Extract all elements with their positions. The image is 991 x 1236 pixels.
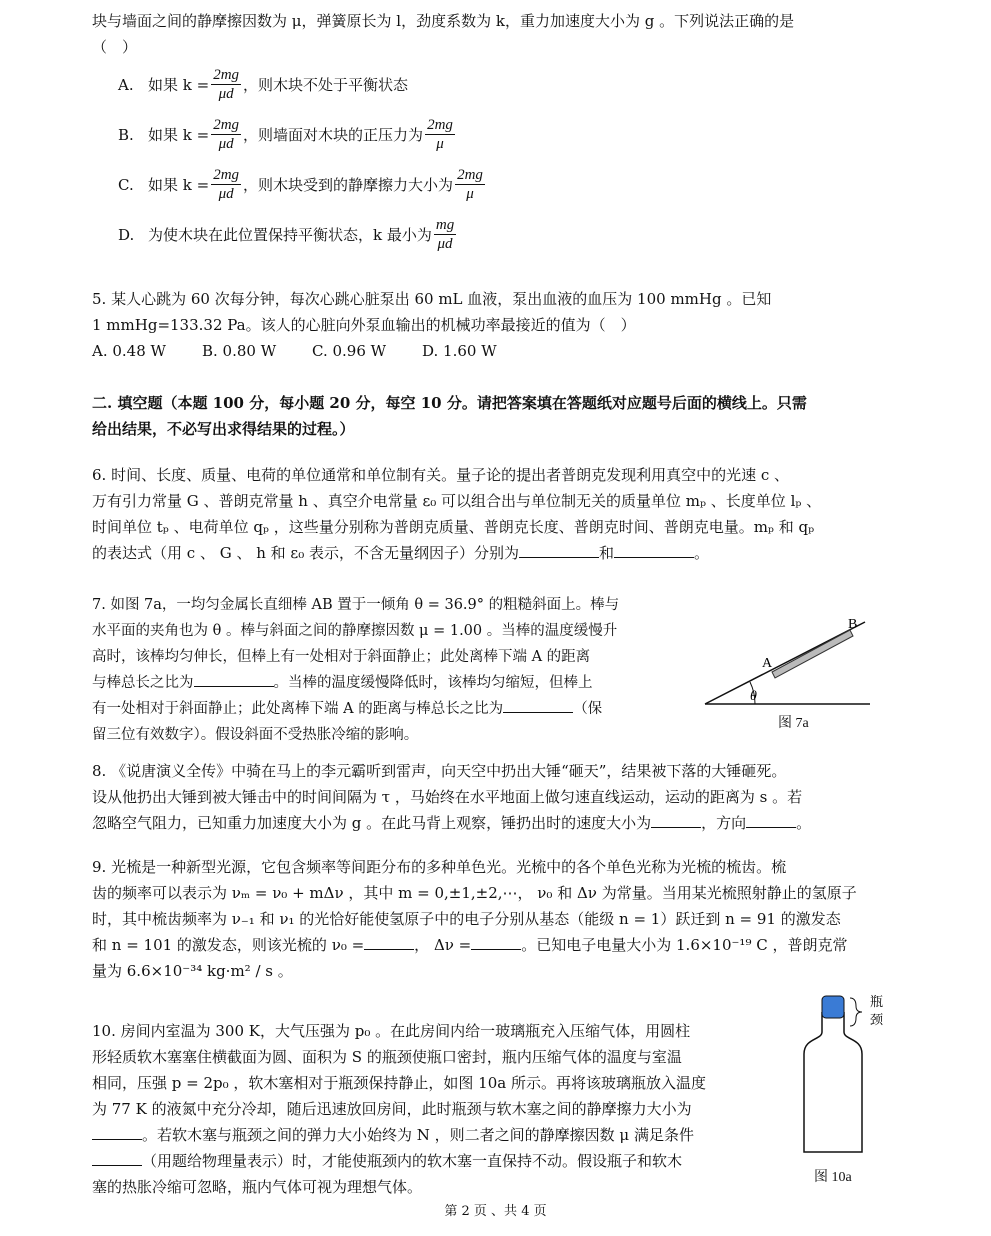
- answer-blank[interactable]: [746, 811, 796, 828]
- q9-line2: 齿的频率可以表示为 νₘ = ν₀ + mΔν ，其中 m = 0,±1,±2,⋯， ν₀ 和 Δν 为常量。当用某光梳照射静止的氢原子: [92, 884, 857, 902]
- q6-line4c: 。: [694, 544, 710, 562]
- q5-choice-b: B. 0.80 W: [202, 342, 277, 360]
- q9-line4a: 和 n = 101 的激发态，则该光梳的 ν₀ =: [92, 936, 365, 954]
- q10: [92, 1018, 792, 1200]
- q4-option-d: [118, 216, 458, 253]
- q5: [92, 286, 912, 364]
- q5-choice-a: A. 0.48 W: [92, 342, 166, 360]
- q8-line3b: ，方向: [701, 814, 747, 832]
- option-label: B.: [118, 125, 134, 144]
- q6-line3: 时间单位 tₚ 、电荷单位 qₚ ，这些量分别称为普朗克质量、普朗克长度、普朗克时间、普朗克电量。mₚ 和 qₚ: [92, 518, 815, 536]
- q4-intro-line2: （ ）: [92, 38, 138, 56]
- q8-line3: [92, 810, 912, 836]
- q4-option-a: [118, 66, 408, 103]
- label-theta: θ: [750, 689, 757, 704]
- q6-line4a: 的表达式（用 c 、 G 、 h 和 ε₀ 表示，不含无量纲因子）分别为: [92, 544, 519, 562]
- answer-blank[interactable]: [92, 1149, 142, 1166]
- q8-line3a: 忽略空气阻力，已知重力加速度大小为 g 。在此马背上观察，锤扔出时的速度大小为: [92, 814, 652, 832]
- frac-den: μd: [437, 236, 453, 252]
- frac-num: 2mg: [213, 117, 240, 133]
- page-footer: 第 2 页 、共 4 页: [444, 1204, 547, 1219]
- option-fraction: [211, 66, 241, 103]
- figure-10a-caption: 图 10a: [814, 1170, 852, 1185]
- option-post: ，则木块受到的静摩擦力大小为: [243, 176, 454, 194]
- q9: [92, 854, 912, 984]
- q7-line5a: 有一处相对于斜面静止；此处离棒下端 A 的距离与棒总长之比为: [92, 701, 504, 717]
- q7-line3: 高时，该棒均匀伸长，但棒上有一处相对于斜面静止；此处离棒下端 A 的距离: [92, 649, 591, 665]
- q4-intro-line1: 块与墙面之间的静摩擦因数为 μ，弹簧原长为 l，劲度系数为 k，重力加速度大小为 g 。下列说法正确的是: [92, 12, 795, 30]
- answer-blank[interactable]: [364, 933, 414, 950]
- figure-7a: [700, 612, 880, 712]
- answer-blank[interactable]: [519, 541, 599, 558]
- q7-line5: [92, 696, 692, 722]
- q7-line4a: 与棒总长之比为: [92, 675, 194, 691]
- label-bottle: 瓶: [870, 995, 884, 1010]
- q4-option-b: [118, 116, 457, 153]
- option-fraction: [434, 216, 456, 253]
- q7-line6: 留三位有效数字）。假设斜面不受热胀冷缩的影响。: [92, 727, 419, 743]
- option-post: ，则木块不处于平衡状态: [243, 76, 409, 94]
- frac-num: 2mg: [213, 67, 240, 83]
- option-fraction: [211, 166, 241, 203]
- figure-10a: [800, 992, 910, 1162]
- section2-line2: 给出结果，不必写出求得结果的过程。）: [92, 420, 355, 438]
- frac-num: 2mg: [427, 117, 453, 133]
- q9-line3: 时，其中梳齿频率为 ν₋₁ 和 ν₁ 的光恰好能使氢原子中的电子分别从基态（能级 n = 1）跃迁到 n = 91 的激发态: [92, 910, 841, 928]
- frac-num: 2mg: [457, 167, 483, 183]
- option-pre: 为使木块在此位置保持平衡状态，k 最小为: [148, 226, 432, 244]
- q4-option-c: [118, 166, 487, 203]
- label-neck: 颈: [870, 1013, 884, 1028]
- q6-line4b: 和: [598, 544, 614, 562]
- q8-line2: 设从他扔出大锤到被大锤击中的时间间隔为 τ ，马始终在水平地面上做匀速直线运动，运动的距离为 s 。若: [92, 788, 803, 806]
- label-a: A: [762, 656, 773, 671]
- q7: [92, 592, 692, 748]
- q7-line4b: 。当棒的温度缓慢降低时，该棒均匀缩短，但棒上: [273, 675, 593, 691]
- q9-line4: [92, 932, 912, 958]
- option-label: D.: [118, 225, 135, 244]
- q6: [92, 462, 912, 566]
- option-label: A.: [118, 75, 134, 94]
- option-post: ，则墙面对木块的正压力为: [243, 126, 424, 144]
- frac-den: μd: [218, 136, 234, 152]
- q9-line4b: ， Δν =: [414, 936, 472, 954]
- q10-line2: 形轻质软木塞塞住横截面为圆、面积为 S 的瓶颈使瓶口密封，瓶内压缩气体的温度与室温: [92, 1048, 682, 1066]
- q8-line1: 8. 《说唐演义全传》中骑在马上的李元霸听到雷声，向天空中扔出大锤“砸天”，结果被下落的大锤砸死。: [92, 762, 787, 780]
- q6-line2: 万有引力常量 G 、普朗克常量 h 、真空介电常量 ε₀ 可以组合出与单位制无关的质量单位 mₚ 、长度单位 lₚ 、: [92, 492, 822, 510]
- q10-line6b: （用题给物理量表示）时，才能使瓶颈内的软木塞一直保持不动。假设瓶子和软木: [142, 1152, 683, 1170]
- q10-line4: 为 77 K 的液氮中充分冷却，随后迅速放回房间，此时瓶颈与软木塞之间的静摩擦力大小为: [92, 1100, 692, 1118]
- bottle-outline: [804, 1012, 862, 1152]
- q8-line3c: 。: [796, 814, 812, 832]
- q9-line1: 9. 光梳是一种新型光源，它包含频率等间距分布的多种单色光。光梳中的各个单色光称为光梳的梳齿。梳: [92, 858, 787, 876]
- option-tail-fraction: [425, 116, 455, 153]
- cork-stopper: [822, 996, 844, 1018]
- frac-den: μd: [218, 86, 234, 102]
- q10-line5: [92, 1122, 792, 1148]
- q6-line1: 6. 时间、长度、质量、电荷的单位通常和单位制有关。量子论的提出者普朗克发现利用真空中的光速 c 、: [92, 466, 790, 484]
- option-pre: 如果 k =: [148, 76, 210, 94]
- section2-line1: 二. 填空题（本题 100 分，每小题 20 分，每空 10 分。请把答案填在答题纸对应题号后面的横线上。只需: [92, 394, 807, 412]
- q10-line1: 10. 房间内室温为 300 K，大气压强为 p₀ 。在此房间内给一玻璃瓶充入压缩气体，用圆柱: [92, 1022, 691, 1040]
- option-tail-fraction: [455, 166, 485, 203]
- answer-blank[interactable]: [503, 696, 573, 713]
- q4-intro: [92, 8, 912, 60]
- q7-line2: 水平面的夹角也为 θ 。棒与斜面之间的静摩擦因数 μ = 1.00 。当棒的温度缓慢升: [92, 623, 618, 639]
- answer-blank[interactable]: [651, 811, 701, 828]
- q6-line4: [92, 540, 912, 566]
- option-pre: 如果 k =: [148, 126, 210, 144]
- q5-choices: [92, 338, 912, 364]
- label-b: B: [848, 617, 858, 632]
- rod: [772, 630, 853, 678]
- q7-line5b: （保: [573, 701, 603, 717]
- answer-blank[interactable]: [194, 670, 274, 687]
- q10-line7: 塞的热胀冷缩可忽略，瓶内气体可视为理想气体。: [92, 1178, 423, 1196]
- q5-choice-c: C. 0.96 W: [312, 342, 387, 360]
- q9-line4c: 。已知电子电量大小为 1.6×10⁻¹⁹ C ，普朗克常: [521, 936, 848, 954]
- neck-brace: [850, 998, 862, 1026]
- answer-blank[interactable]: [471, 933, 521, 950]
- option-label: C.: [118, 175, 134, 194]
- frac-num: 2mg: [213, 167, 240, 183]
- frac-den: μ: [436, 136, 444, 152]
- q8: [92, 758, 912, 836]
- answer-blank[interactable]: [92, 1123, 142, 1140]
- section2-header: [92, 390, 912, 442]
- figure-7a-caption: 图 7a: [778, 716, 809, 731]
- q5-line2: 1 mmHg=133.32 Pa。该人的心脏向外泵血输出的机械功率最接近的值为（ ）: [92, 316, 636, 334]
- option-pre: 如果 k =: [148, 176, 210, 194]
- q9-line5: 量为 6.6×10⁻³⁴ kg·m² / s 。: [92, 962, 293, 980]
- q10-line6: [92, 1148, 792, 1174]
- frac-num: mg: [435, 217, 455, 233]
- q7-line4: [92, 670, 692, 696]
- q5-line1: 5. 某人心跳为 60 次每分钟，每次心跳心脏泵出 60 mL 血液，泵出血液的血压为 100 mmHg 。已知: [92, 290, 772, 308]
- option-fraction: [211, 116, 241, 153]
- answer-blank[interactable]: [614, 541, 694, 558]
- frac-den: μ: [466, 186, 474, 202]
- q7-line1: 7. 如图 7a，一均匀金属长直细棒 AB 置于一倾角 θ = 36.9° 的粗糙斜面上。棒与: [92, 597, 620, 613]
- frac-den: μd: [218, 186, 234, 202]
- q10-line5b: 。若软木塞与瓶颈之间的弹力大小始终为 N ，则二者之间的静摩擦因数 μ 满足条件: [142, 1126, 694, 1144]
- q10-line3: 相同，压强 p = 2p₀ ，软木塞相对于瓶颈保持静止，如图 10a 所示。再将该玻璃瓶放入温度: [92, 1074, 706, 1092]
- q5-choice-d: D. 1.60 W: [422, 342, 497, 360]
